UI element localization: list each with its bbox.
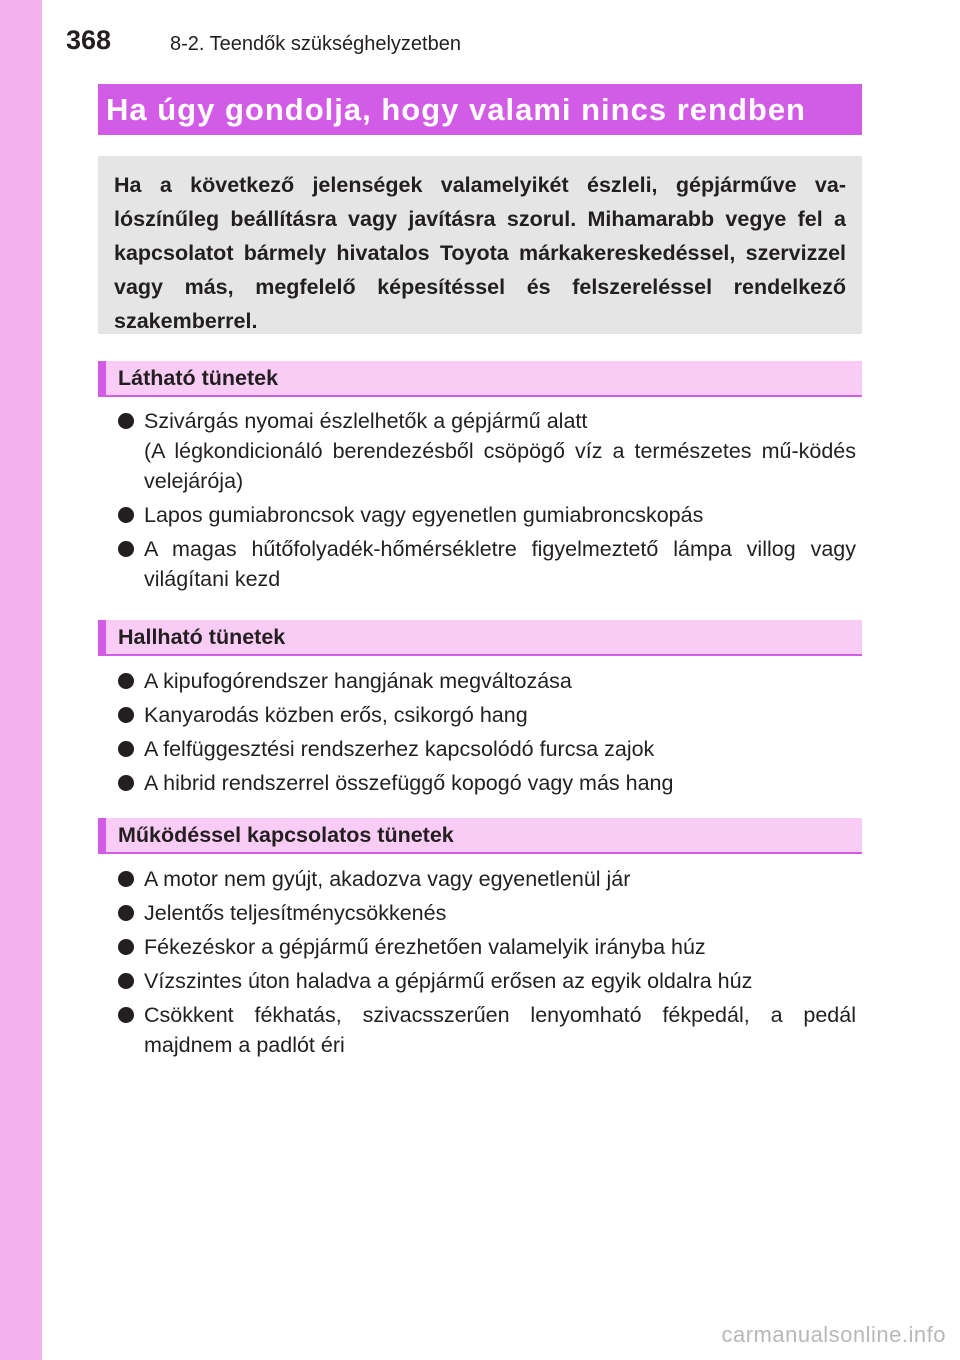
list-item-text: Csökkent fékhatás, szivacsszerűen lenyomható fékpedál, a pedál majdnem a padlót éri [144,1003,856,1057]
list-item-text: Fékezéskor a gépjármű érezhetően valamelyik irányba húz [144,935,706,959]
bullet-icon [118,673,134,689]
list-item-text: A kipufogórendszer hangjának megváltozása [144,669,572,693]
list-item [118,666,856,696]
list-item [118,406,856,496]
bullet-icon [118,905,134,921]
bullet-icon [118,507,134,523]
list-item [118,898,856,928]
bullet-icon [118,741,134,757]
bullet-icon [118,707,134,723]
bullet-list-audible [118,666,856,802]
list-item [118,932,856,962]
list-item-text: Vízszintes úton haladva a gépjármű erősen az egyik oldalra húz [144,969,753,993]
list-item [118,1000,856,1060]
watermark[interactable]: carmanualsonline.info [721,1322,946,1347]
bullet-icon [118,939,134,955]
list-item-text: A felfüggesztési rendszerhez kapcsolódó furcsa zajok [144,737,655,761]
bullet-icon [118,775,134,791]
list-item-text: A hibrid rendszerrel összefüggő kopogó vagy más hang [144,771,674,795]
list-item-text: Szivárgás nyomai észlelhetők a gépjármű alatt [144,409,588,433]
running-head: 8-2. Teendők szükséghelyzetben [170,33,461,55]
list-item-note: (A légkondicionáló berendezésből csöpögő víz a természetes mű-ködés velejárója) [144,439,856,493]
section-header-audible [98,620,862,656]
page-title: Ha úgy gondolja, hogy valami nincs rendben [106,91,806,127]
bullet-icon [118,1007,134,1023]
bullet-list-visible [118,406,856,598]
page-number: 368 [66,25,112,55]
title-banner [98,84,862,135]
intro-box [98,156,862,334]
section-header-visible [98,361,862,397]
bullet-icon [118,871,134,887]
list-item-text: A motor nem gyújt, akadozva vagy egyenetlenül jár [144,867,631,891]
list-item [118,700,856,730]
section-heading: Látható tünetek [118,365,279,390]
side-color-strip [0,0,42,1360]
section-header-operational [98,818,862,854]
bullet-icon [118,973,134,989]
list-item [118,500,856,530]
list-item [118,734,856,764]
bullet-icon [118,413,134,429]
section-heading: Működéssel kapcsolatos tünetek [118,822,454,847]
list-item-text: A magas hűtőfolyadék-hőmérsékletre figyelmeztető lámpa villog vagy világítani kezd [144,537,856,591]
bullet-icon [118,541,134,557]
list-item [118,864,856,894]
list-item [118,966,856,996]
section-heading: Hallható tünetek [118,624,286,649]
intro-text: Ha a következő jelenségek valamelyikét észleli, gépjárműve va-lószínűleg beállításra vagy javításra szorul. Mihamarabb vegye fel a kapcsolatot bármely hivatalos Toyota márkakereskedéssel, szervizzel vagy más, megfelelő képesítéssel és felszereléssel rendelkező szakemberrel. [114,173,846,333]
list-item-text: Jelentős teljesítménycsökkenés [144,901,447,925]
list-item [118,768,856,798]
list-item-text: Kanyarodás közben erős, csikorgó hang [144,703,528,727]
list-item [118,534,856,594]
list-item-text: Lapos gumiabroncsok vagy egyenetlen gumiabroncskopás [144,503,704,527]
bullet-list-operational [118,864,856,1064]
